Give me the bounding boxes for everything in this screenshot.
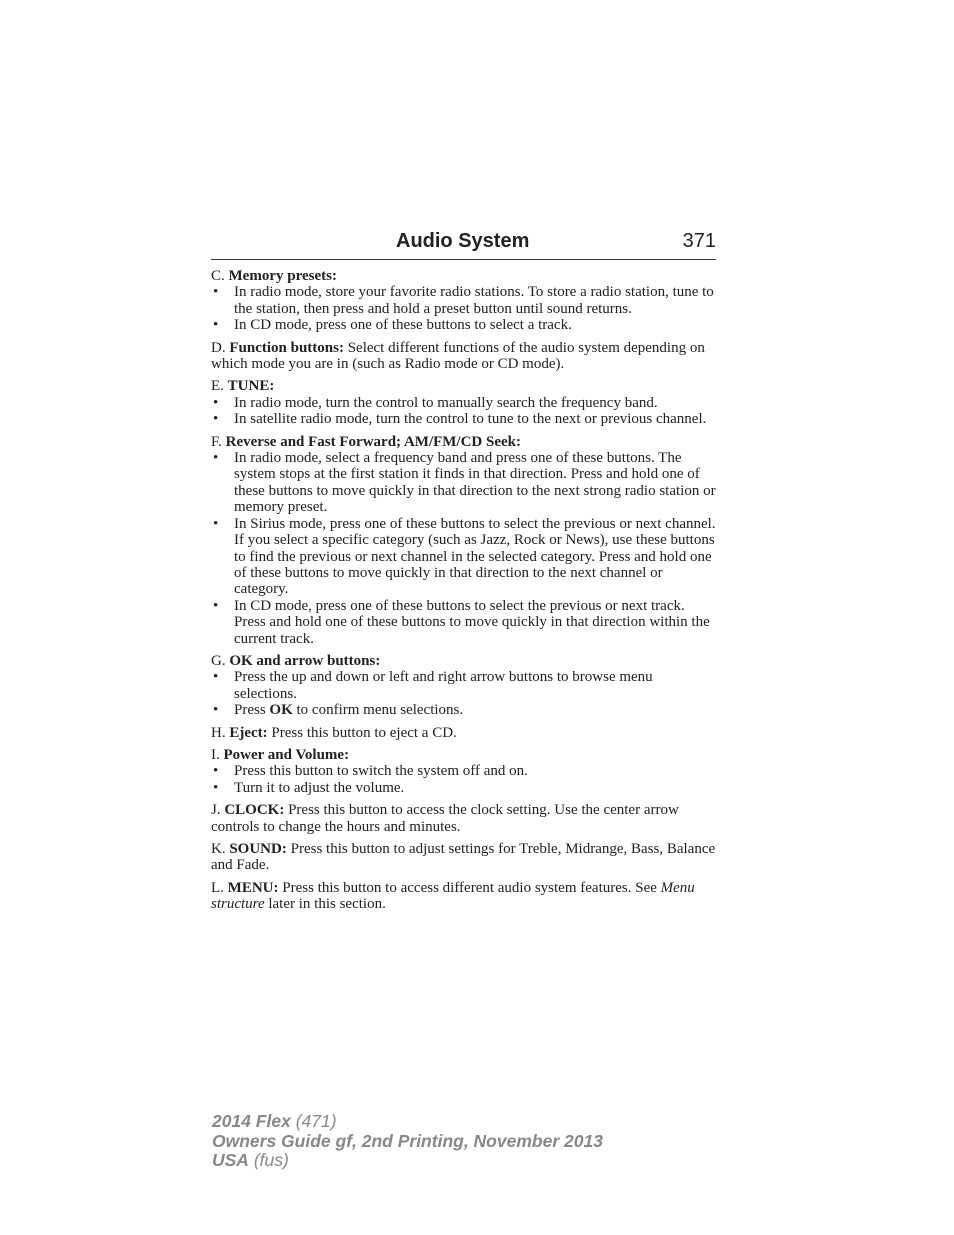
bullet-icon: • bbox=[213, 394, 219, 411]
list-item: • Press OK to confirm menu selections. bbox=[213, 702, 464, 719]
section-d-paragraph bbox=[211, 340, 716, 373]
section-letter: D. bbox=[211, 339, 226, 356]
section-title: MENU: bbox=[227, 879, 279, 896]
bullet-icon: • bbox=[213, 763, 219, 780]
bullet-icon: • bbox=[213, 702, 219, 719]
bullet-icon: • bbox=[213, 779, 219, 796]
bullet-icon: • bbox=[213, 515, 219, 532]
section-title: SOUND: bbox=[229, 841, 287, 857]
section-title: Eject: bbox=[229, 724, 268, 741]
section-k-paragraph bbox=[211, 841, 716, 874]
section-letter: G. bbox=[211, 652, 226, 669]
list-item: • In radio mode, turn the control to manually search the frequency band. bbox=[213, 394, 658, 411]
section-title: CLOCK: bbox=[224, 802, 285, 819]
section-g-list bbox=[211, 669, 716, 718]
list-item: • Press this button to switch the system off and on. bbox=[213, 763, 528, 780]
list-item: • In satellite radio mode, turn the control to tune to the next or previous channel. bbox=[213, 411, 707, 428]
list-item: • In CD mode, press one of these buttons to select a track. bbox=[213, 317, 572, 334]
footer-region-line: USA (fus) bbox=[212, 1150, 289, 1170]
list-item: • Press the up and down or left and right arrow buttons to browse menu selections. bbox=[213, 669, 653, 702]
section-c-list bbox=[211, 284, 716, 333]
section-title: Memory presets: bbox=[228, 268, 337, 284]
section-l-paragraph bbox=[211, 880, 716, 913]
section-letter: C. bbox=[211, 268, 225, 284]
section-letter: K. bbox=[211, 841, 226, 857]
section-letter: J. bbox=[211, 802, 221, 819]
list-item: • Turn it to adjust the volume. bbox=[213, 779, 405, 796]
section-title: Function buttons: bbox=[229, 339, 344, 356]
list-item: • In CD mode, press one of these buttons to select the previous or next track. Press and hold one of these buttons to move quickly in that direction within the current track. bbox=[213, 597, 710, 647]
page-header bbox=[211, 228, 716, 260]
section-text: Select different functions of the audio system depending on which mode you are in (such as Radio mode or CD mode). bbox=[211, 339, 705, 373]
section-text: Press this button to adjust settings for Treble, Midrange, Bass, Balance and Fade. bbox=[211, 841, 716, 874]
section-title: OK and arrow buttons: bbox=[229, 652, 381, 669]
section-text: Press this button to access the clock setting. Use the center arrow controls to change the hours and minutes. bbox=[211, 802, 679, 835]
footer-guide-line: Owners Guide gf, 2nd Printing, November 2013 bbox=[212, 1130, 603, 1151]
section-text: Press this button to access different audio system features. See bbox=[282, 879, 657, 896]
section-e-list bbox=[211, 395, 716, 428]
section-f-list bbox=[211, 450, 716, 647]
section-title: Reverse and Fast Forward; AM/FM/CD Seek: bbox=[225, 433, 522, 450]
section-e-heading bbox=[211, 378, 716, 394]
section-i-list bbox=[211, 763, 716, 796]
section-g-heading bbox=[211, 653, 716, 669]
list-item: • In radio mode, store your favorite radio stations. To store a radio station, tune to the station, then press and hold a preset button until sound returns. bbox=[213, 284, 714, 317]
section-letter: I. bbox=[211, 746, 220, 763]
section-j-paragraph bbox=[211, 802, 716, 835]
cross-reference: Menu structure bbox=[211, 879, 695, 913]
bullet-icon: • bbox=[213, 450, 219, 467]
list-item: • In Sirius mode, press one of these buttons to select the previous or next channel. If you select a specific category (such as Jazz, Rock or News), use these buttons to find the previous or next channel in the selected category. Press and hold one of these buttons to move quickly in that direction to the next channel or category. bbox=[213, 515, 716, 598]
bullet-icon: • bbox=[213, 411, 219, 428]
bullet-icon: • bbox=[213, 669, 219, 686]
section-title: TUNE: bbox=[227, 378, 275, 395]
page-footer bbox=[212, 1112, 603, 1171]
page-title: Audio System bbox=[396, 230, 530, 252]
section-title: Power and Volume: bbox=[223, 746, 350, 763]
list-item: • In radio mode, select a frequency band and press one of these buttons. The system stops at the first station it finds in that direction. Press and hold one of these buttons to move quickly in that direction to the next strong radio station or memory preset. bbox=[213, 450, 716, 516]
section-letter: F. bbox=[211, 433, 222, 450]
page-content bbox=[211, 268, 716, 919]
bullet-icon: • bbox=[213, 284, 219, 301]
section-text: Press this button to eject a CD. bbox=[271, 724, 457, 741]
section-letter: L. bbox=[211, 879, 224, 896]
footer-model-line: 2014 Flex (471) bbox=[212, 1111, 337, 1131]
page-number: 371 bbox=[682, 230, 716, 252]
bullet-icon: • bbox=[213, 597, 219, 614]
section-c-heading bbox=[211, 268, 716, 284]
bullet-icon: • bbox=[213, 317, 219, 334]
section-text-after: later in this section. bbox=[268, 896, 386, 913]
section-letter: H. bbox=[211, 724, 226, 741]
section-letter: E. bbox=[211, 378, 224, 395]
section-f-heading bbox=[211, 434, 716, 450]
section-h-paragraph bbox=[211, 725, 716, 741]
section-i-heading bbox=[211, 747, 716, 763]
